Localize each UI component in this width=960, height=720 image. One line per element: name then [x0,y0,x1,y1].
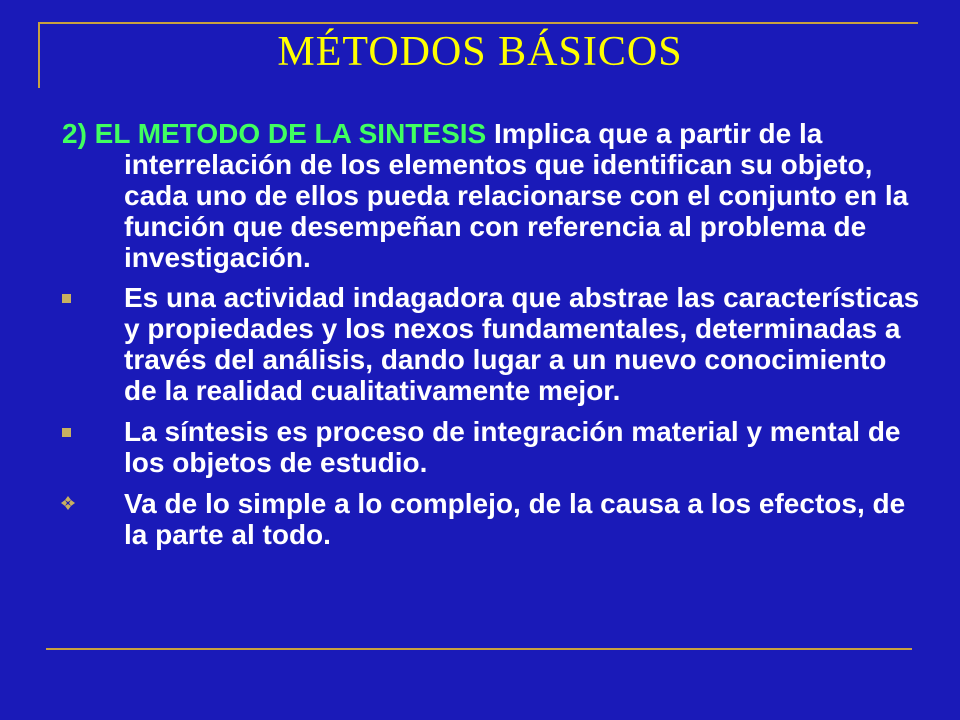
list-item-text: Va de lo simple a lo complejo, de la causa a los efectos, de la parte al todo. [124,488,906,550]
slide-body [62,118,922,560]
intro-text: Implica que a partir de la interrelación de los elementos que identifican su objeto, cada uno de ellos pueda relacionarse con el conjunto en la función que desempeñan con referencia al problema de investigación. [124,118,909,273]
square-bullet-icon [62,428,71,437]
top-rule [38,22,918,24]
slide-title: MÉTODOS BÁSICOS [277,29,683,75]
list-item [62,488,922,550]
list-item [62,416,922,478]
diamond-bullet-icon [60,495,76,511]
list-item-text: La síntesis es proceso de integración material y mental de los objetos de estudio. [124,416,901,478]
square-bullet-icon [62,294,71,303]
list-item [62,282,922,406]
intro-paragraph [62,118,922,273]
intro-lead: 2) EL METODO DE LA SINTESIS [62,118,487,149]
bottom-rule [46,648,912,650]
list-item-text: Es una actividad indagadora que abstrae las características y propiedades y los nexos fundamentales, determinadas a través del análisis, dando lugar a un nuevo conocimiento de la realidad cualitativamente mejor. [124,282,920,406]
